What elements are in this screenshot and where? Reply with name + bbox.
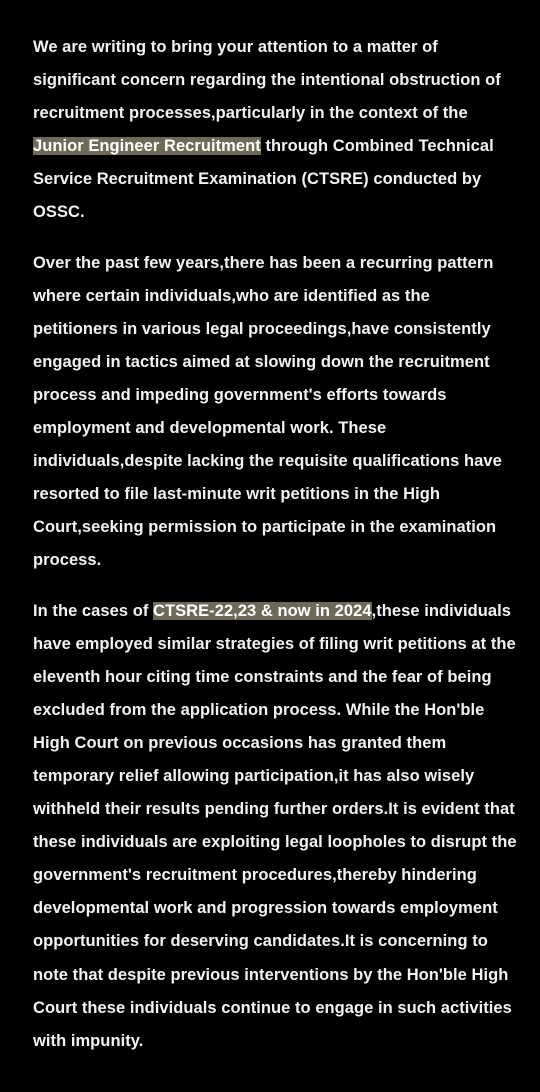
paragraph-3-text-b: ,these individuals have employed similar strategies of filing writ petitions at the eleventh hour citing time constraints and the fear of being excluded from the application process. While the Hon'ble High Court on previous occasions has granted them temporary relief allowing participation,it has also wisely withheld their results pending further orders.It is evident that these individuals are exploiting legal loopholes to disrupt the government's recruitment procedures,thereby hindering developmental work and progression towards employment opportunities for deserving candidates.It is concerning to note that despite previous interventions by the Hon'ble High Court these individuals continue to engage in such activities with impunity. [33,601,517,1050]
paragraph-3 [33,595,519,1058]
paragraph-1-text-b: through Combined Technical Service Recruitment Examination (CTSRE) conducted by OSSC. [33,137,494,222]
paragraph-1 [33,31,519,230]
paragraph-1-text-a: We are writing to bring your attention to a matter of significant concern regarding the intentional obstruction of recruitment processes,particularly in the context of the [33,38,501,123]
paragraph-2 [33,247,519,578]
highlighted-phrase-junior-engineer: Junior Engineer Recruitment [33,137,261,156]
paragraph-2-text: Over the past few years,there has been a recurring pattern where certain individuals,who are identified as the petitioners in various legal proceedings,have consistently engaged in tactics aimed at slowing down the recruitment process and impeding government's efforts towards employment and developmental work. These individuals,despite lacking the requisite qualifications have resorted to file last-minute writ petitions in the High Court,seeking permission to participate in the examination process. [33,253,502,570]
document-body [33,31,519,1075]
highlighted-phrase-ctsre: CTSRE-22,23 & now in 2024 [153,601,372,620]
paragraph-3-text-a: In the cases of [33,601,154,620]
